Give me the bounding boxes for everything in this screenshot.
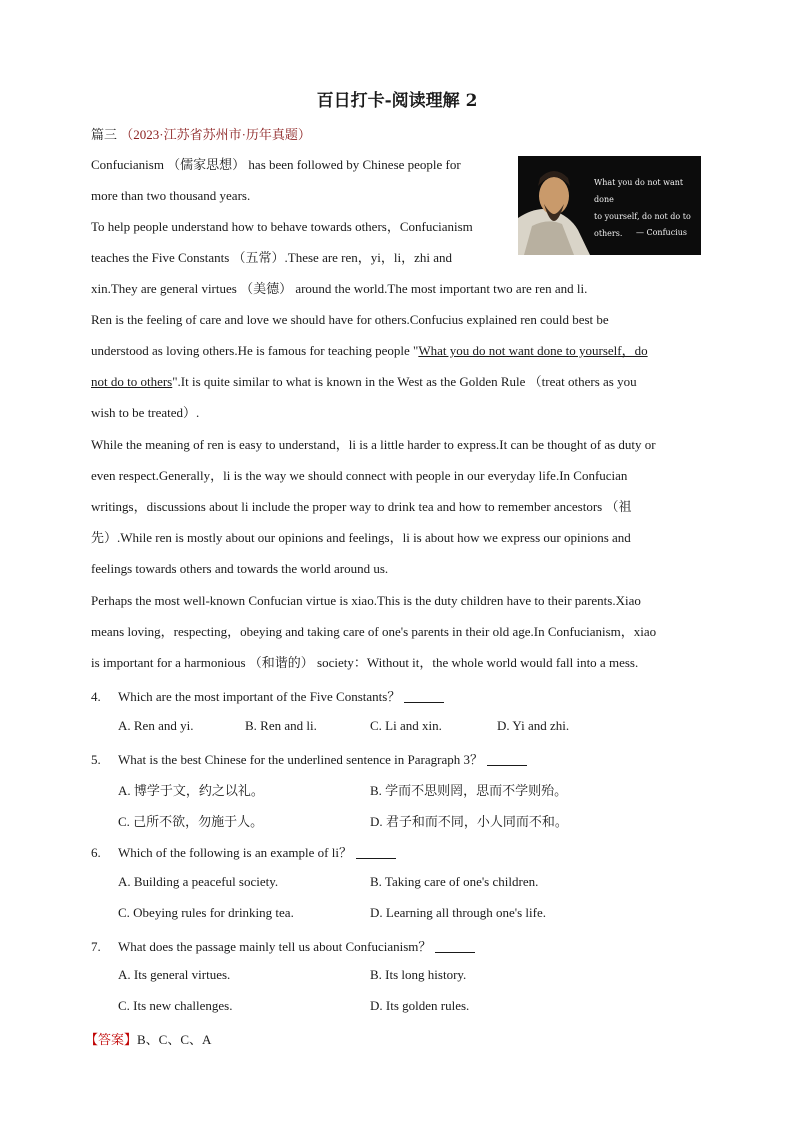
q6-option-d[interactable]: D. Learning all through one's life. [370,905,546,920]
q7-option-b[interactable]: B. Its long history. [370,967,467,982]
q6-option-a[interactable]: A. Building a peaceful society. [118,874,279,889]
source-line [91,124,311,143]
paragraph-1: Confucianism （儒家思想） has been followed by Chinese people for more than two thousand years. [91,157,461,203]
underlined-sentence-end: not do to others [91,374,173,389]
page-title: 百日打卡-阅读理解 2 [316,91,478,111]
section-label: 篇三 [91,127,118,142]
paragraph-3: Ren is the feeling of care and love we should have for others.Confucius explained ren could best be understood as loving others.He is famous for teaching people "What you do not want done to yourself，do not do to others".It is quite similar to what is known in the West as the Golden Rule （treat others as you wish to be treated）. [91,312,648,420]
q5-option-d[interactable]: D. 君子和而不同，小人同而不和。 [370,814,568,829]
answer-label: 【答案】 [85,1032,138,1047]
q6-option-b[interactable]: B. Taking care of one's children. [370,874,539,889]
source-detail: （2023·江苏省苏州市·历年真题） [120,127,311,142]
q4-option-b[interactable]: B. Ren and li. [245,718,317,733]
answer-blank[interactable] [404,702,444,703]
paragraph-5: Perhaps the most well-known Confucian virtue is xiao.This is the duty children have to their parents.Xiao means loving，respecting，obeying and taking care of one's parents in their old age.In Confucianism，xiao is important for a harmonious （和谐的） society：Without it，the whole world would fall into a mess. [91,593,657,670]
underlined-sentence: What you do not want done to yourself，do [418,343,648,358]
q5-option-b[interactable]: B. 学而不思则罔，思而不学则殆。 [370,783,568,798]
figure-signature: — Confucius [635,228,687,237]
confucius-image [518,156,701,255]
paragraph-2-bottom: xin.They are general virtues （美德） around the world.The most important two are ren and li. [91,281,588,296]
answer-value: B、C、C、A [137,1032,212,1047]
answer-line [85,1029,211,1048]
q5-option-c[interactable]: C. 己所不欲，勿施于人。 [118,814,264,829]
paragraph-2-top: To help people understand how to behave towards others，Confucianism teaches the Five Constants （五常）.These are ren，yi，li，zhi and [91,219,473,265]
question-6: 6. Which of the following is an example of li？ [91,842,396,861]
paragraph-4: While the meaning of ren is easy to understand，li is a little harder to express.It can be thought of as duty or even respect.Generally，li is the way we should connect with people in our everyday life.In Confucian writings，discussions about li include the proper way to drink tea and how to remember ancestors （祖 先）.While ren is mostly about our opinions and feelings，li is about how we express our opinions and feelings towards others and towards the world around us. [91,437,656,576]
q7-option-a[interactable]: A. Its general virtues. [118,967,231,982]
question-5: 5. What is the best Chinese for the underlined sentence in Paragraph 3？ [91,749,527,768]
q5-option-a[interactable]: A. 博学于文，约之以礼。 [118,783,264,798]
answer-blank[interactable] [435,952,475,953]
answer-blank[interactable] [356,858,396,859]
q4-option-d[interactable]: D. Yi and zhi. [497,718,570,733]
q6-option-c[interactable]: C. Obeying rules for drinking tea. [118,905,294,920]
question-7: 7. What does the passage mainly tell us about Confucianism？ [91,936,475,955]
question-4: 4. Which are the most important of the Five Constants？ [91,686,444,705]
q7-option-d[interactable]: D. Its golden rules. [370,998,470,1013]
figure-quote: What you do not want done to yourself, do not do to others. [594,178,691,238]
q4-option-a[interactable]: A. Ren and yi. [118,718,194,733]
q7-option-c[interactable]: C. Its new challenges. [118,998,233,1013]
q4-option-c[interactable]: C. Li and xin. [370,718,442,733]
answer-blank[interactable] [487,765,527,766]
